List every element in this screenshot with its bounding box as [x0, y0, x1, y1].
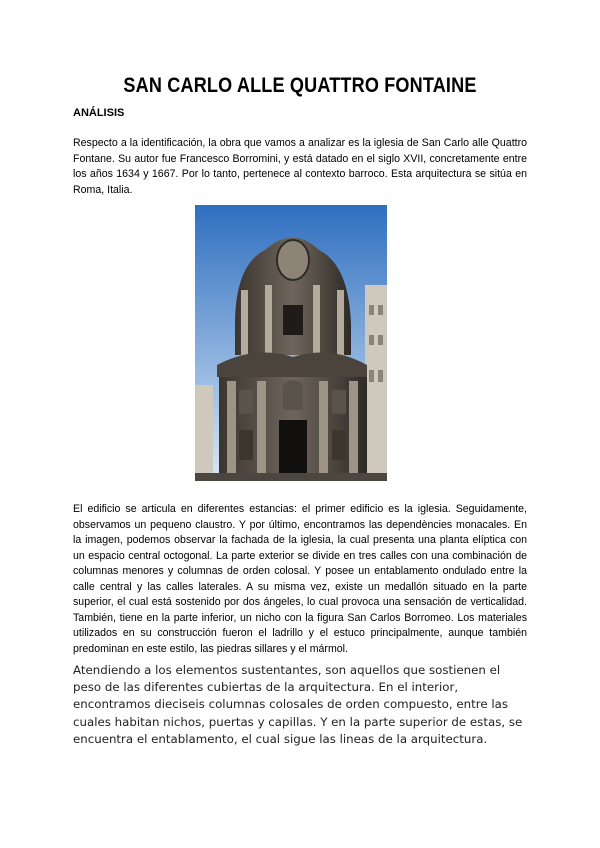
paragraph-supporting-elements: Atendiendo a los elementos sustentantes, son aquellos que sostienen el peso de las diferentes cubiertas de la arquitectura. En el interior, encontramos dieciseis columnas colosales de orden compuesto, entre las cuales habitan nichos, puertas y capillas. Y en la parte superior de estas, se encuentra el entablamento, el cual sigue las lineas de la arquitectura.: [73, 663, 523, 746]
right-building: [365, 285, 387, 481]
niche: [283, 380, 303, 410]
document-title: SAN CARLO ALLE QUATTRO FONTAINE: [123, 74, 477, 97]
paragraph-description: El edificio se articula en diferentes estancias: el primer edificio es la iglesia. Seguidamente, observamos un pequeno claustro. Y por último, encontramos las dependències monacales. En la imagen, podemos observar la fachada de la iglesia, la cual presenta una planta elíptica con un espacio central octogonal. La parte exterior se divide en tres calles con una combinación de columnas menores y columnas de orden colosal. Y posee un entablamento ondulado entre la calle central y las calles laterales. A su misma vez, existe un medallón situado en la parte superior, el cual está sostenido por dos ángeles, lo cual provoca una sensación de verticalidad. También, tiene en la parte inferior, un nicho con la figura San Carlos Borromeo. Los materiales utilizados en su construcción fueron el ladrillo y el estuco principalmente, aunque también predominan en este estilo, las piedras sillares y el mármol.: [73, 503, 527, 655]
paragraph-identification: Respecto a la identificación, la obra que vamos a analizar es la iglesia de San Carlo alle Quattro Fontane. Su autor fue Francesco Borromini, y está datado en el siglo XVII, concretamente entre los años 1634 y 1667. Por lo tanto, pertenece al contexto barroco. Esta arquitectura se sitúa en Roma, Italia.: [73, 137, 527, 196]
section-heading: ANÁLISIS: [73, 107, 125, 119]
facade-illustration: [195, 205, 387, 481]
church-facade-photo: [195, 205, 387, 481]
medallion: [277, 240, 309, 280]
street: [195, 473, 387, 481]
left-building: [195, 385, 213, 481]
main-door: [279, 420, 307, 475]
upper-window: [283, 305, 303, 335]
